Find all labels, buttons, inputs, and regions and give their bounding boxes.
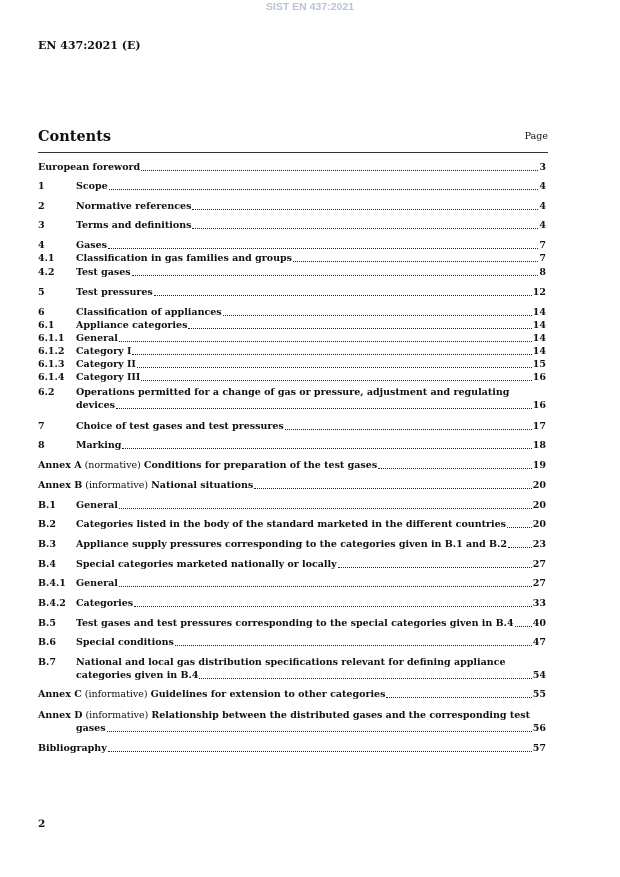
toc-page: 14 <box>532 346 546 357</box>
toc-number: 6.1.2 <box>38 346 65 357</box>
toc-page: 17 <box>532 421 546 432</box>
toc-page: 56 <box>532 723 546 734</box>
annex-prefix: Annex B <box>38 480 83 491</box>
toc-number: 1 <box>38 181 45 192</box>
toc-entry-b-4-2[interactable] <box>38 597 546 610</box>
toc-title: Normative references <box>76 201 192 212</box>
toc-entry-8[interactable] <box>38 439 546 452</box>
toc-entry-b-1[interactable] <box>38 499 546 512</box>
toc-number: 4.2 <box>38 267 55 278</box>
toc-page: 40 <box>532 618 546 629</box>
toc-entry-b-4[interactable] <box>38 558 546 571</box>
leader-dots <box>254 487 532 489</box>
toc-entry-4[interactable] <box>38 239 546 252</box>
toc-number: B.2 <box>38 519 56 530</box>
toc-entry-annex-c[interactable] <box>38 688 546 701</box>
leader-dots <box>188 327 531 329</box>
toc-title: Category II <box>76 359 136 370</box>
toc-entry-6-1-2[interactable] <box>38 345 546 358</box>
toc-entry-b-2[interactable] <box>38 518 546 531</box>
toc-entry-6-1[interactable] <box>38 319 546 332</box>
toc-number: B.5 <box>38 618 56 629</box>
leader-dots <box>119 507 532 509</box>
toc-entry-b-6[interactable] <box>38 636 546 649</box>
toc-page: 3 <box>539 162 546 173</box>
toc-entry-foreword[interactable] <box>38 161 546 174</box>
leader-dots <box>119 340 532 342</box>
toc-title: Bibliography <box>38 743 107 754</box>
toc-page: 16 <box>532 400 546 411</box>
toc-title: Gases <box>76 240 108 251</box>
document-id: EN 437:2021 (E) <box>38 39 141 52</box>
leader-dots <box>134 605 532 607</box>
toc-title-line1: Operations permitted for a change of gas or pressure, adjustment and regulating <box>76 387 510 398</box>
toc-number: 6.1.3 <box>38 359 65 370</box>
toc-title: Conditions for preparation of the test gases <box>143 460 378 471</box>
leader-dots <box>285 428 532 430</box>
toc-page: 15 <box>532 359 546 370</box>
toc-title-line2: categories given in B.4 <box>76 670 199 681</box>
annex-type: (informative) <box>85 710 149 721</box>
toc-page: 57 <box>532 743 546 754</box>
leader-dots <box>119 585 532 587</box>
leader-dots <box>108 750 532 752</box>
annex-type: (normative) <box>84 460 141 471</box>
annex-type: (informative) <box>85 480 149 491</box>
toc-page: 7 <box>539 253 546 264</box>
watermark: SIST EN 437:2021 <box>265 1 355 13</box>
toc-number: 6.1.1 <box>38 333 65 344</box>
toc-title: Test pressures <box>76 287 153 298</box>
toc-title: Appliance supply pressures corresponding to the categories given in B.1 and B.2 <box>76 539 507 550</box>
toc-entry-4-2[interactable] <box>38 266 546 279</box>
toc-title: Special conditions <box>76 637 174 648</box>
toc-title: Appliance categories <box>76 320 188 331</box>
toc-title: Test gases <box>76 267 131 278</box>
toc-entry-6-2[interactable] <box>38 386 546 399</box>
toc-title: Scope <box>76 181 108 192</box>
toc-number: 5 <box>38 287 45 298</box>
toc-number: 2 <box>38 201 45 212</box>
toc-title: Classification in gas families and groups <box>76 253 293 264</box>
toc-number: 6.1.4 <box>38 372 65 383</box>
toc-page: 7 <box>539 240 546 251</box>
toc-title-line2: gases <box>76 723 106 734</box>
toc-number: B.4.2 <box>38 598 66 609</box>
toc-entry-6-1-1[interactable] <box>38 332 546 345</box>
leader-dots <box>141 379 531 381</box>
leader-dots <box>223 314 532 316</box>
toc-entry-annex-d[interactable] <box>38 709 546 722</box>
toc-title-line1: Relationship between the distributed gases and the corresponding test <box>151 710 531 721</box>
toc-title: General <box>76 333 118 344</box>
annex-type: (informative) <box>84 689 148 700</box>
toc-page: 20 <box>532 519 546 530</box>
toc-entry-7[interactable] <box>38 420 546 433</box>
toc-number: B.4.1 <box>38 578 66 589</box>
toc-title: Special categories marketed nationally or locally <box>76 559 337 570</box>
leader-dots <box>116 407 532 409</box>
toc-entry-6-2-cont[interactable] <box>76 399 546 412</box>
toc-page: 12 <box>532 287 546 298</box>
leader-dots <box>192 208 538 210</box>
leader-dots <box>141 169 538 171</box>
toc-title: Classification of appliances <box>76 307 222 318</box>
toc-title-line2: devices <box>76 400 115 411</box>
leader-dots <box>108 247 538 249</box>
annex-prefix: Annex A <box>38 460 82 471</box>
leader-dots <box>107 730 532 732</box>
toc-title: Choice of test gases and test pressures <box>76 421 284 432</box>
toc-title: Marking <box>76 440 122 451</box>
toc-number: B.1 <box>38 500 56 511</box>
toc-entry-annex-b[interactable] <box>38 479 546 492</box>
toc-title: Category I <box>76 346 132 357</box>
toc-number: B.4 <box>38 559 56 570</box>
toc-number: 8 <box>38 440 45 451</box>
toc-entry-annex-a[interactable] <box>38 459 546 472</box>
toc-page: 8 <box>539 267 546 278</box>
toc-title: Category III <box>76 372 141 383</box>
toc-number: 4 <box>38 240 45 251</box>
toc-title: National situations <box>151 480 254 491</box>
toc-page: 27 <box>532 578 546 589</box>
toc-title: Terms and definitions <box>76 220 192 231</box>
leader-dots <box>192 227 538 229</box>
toc-page: 27 <box>532 559 546 570</box>
toc-entry-6-1-4[interactable] <box>38 371 546 384</box>
leader-dots <box>378 467 532 469</box>
leader-dots <box>338 566 532 568</box>
leader-dots <box>132 353 531 355</box>
leader-dots <box>515 625 532 627</box>
contents-heading: Contents <box>38 128 112 145</box>
toc-title: European foreword <box>38 162 141 173</box>
toc-number: B.6 <box>38 637 56 648</box>
toc-page: 4 <box>539 201 546 212</box>
toc-entry-4-1[interactable] <box>38 252 546 265</box>
toc-entry-3[interactable] <box>38 219 546 232</box>
leader-dots <box>154 294 532 296</box>
toc-entry-bibliography[interactable] <box>38 742 546 755</box>
toc-title: General <box>76 500 118 511</box>
toc-number: 3 <box>38 220 45 231</box>
toc-page: 20 <box>532 500 546 511</box>
leader-dots <box>132 274 539 276</box>
toc-number: 4.1 <box>38 253 55 264</box>
annex-prefix: Annex C <box>38 689 82 700</box>
toc-page: 4 <box>539 220 546 231</box>
toc-title: Test gases and test pressures corresponding to the special categories given in B.4 <box>76 618 514 629</box>
toc-page: 18 <box>532 440 546 451</box>
toc-page: 19 <box>532 460 546 471</box>
toc-page: 55 <box>532 689 546 700</box>
toc-entry-6[interactable] <box>38 306 546 319</box>
toc-entry-b-7[interactable] <box>38 656 546 669</box>
toc-page: 14 <box>532 333 546 344</box>
toc-entry-6-1-3[interactable] <box>38 358 546 371</box>
toc-page: 16 <box>532 372 546 383</box>
toc-number: 7 <box>38 421 45 432</box>
leader-dots <box>386 696 531 698</box>
toc-title: Guidelines for extension to other categories <box>150 689 386 700</box>
leader-dots <box>122 447 531 449</box>
toc-page: 47 <box>532 637 546 648</box>
toc-entry-1[interactable] <box>38 180 546 193</box>
leader-dots <box>175 644 532 646</box>
leader-dots <box>199 677 531 679</box>
toc-page: 14 <box>532 320 546 331</box>
toc-entry-b-3[interactable] <box>38 538 546 551</box>
leader-dots <box>507 526 532 528</box>
toc-entry-2[interactable] <box>38 200 546 213</box>
leader-dots <box>293 260 538 262</box>
toc-entry-b-7-cont[interactable] <box>76 669 546 682</box>
toc-title: General <box>76 578 118 589</box>
toc-entry-5[interactable] <box>38 286 546 299</box>
annex-prefix: Annex D <box>38 710 83 721</box>
toc-entry-b-4-1[interactable] <box>38 577 546 590</box>
toc-page: 54 <box>532 670 546 681</box>
page-column-label: Page <box>524 131 548 142</box>
toc-page: 4 <box>539 181 546 192</box>
page-number: 2 <box>38 818 46 830</box>
leader-dots <box>508 546 532 548</box>
leader-dots <box>137 366 532 368</box>
toc-entry-b-5[interactable] <box>38 617 546 630</box>
toc-title: Categories <box>76 598 134 609</box>
toc-title: Categories listed in the body of the standard marketed in the different countries <box>76 519 507 530</box>
leader-dots <box>109 188 539 190</box>
toc-page: 33 <box>532 598 546 609</box>
toc-number: 6.2 <box>38 387 55 398</box>
toc-number: B.3 <box>38 539 56 550</box>
toc-number: B.7 <box>38 657 56 668</box>
toc-page: 23 <box>532 539 546 550</box>
toc-page: 14 <box>532 307 546 318</box>
toc-entry-annex-d-cont[interactable] <box>76 722 546 735</box>
toc-page: 20 <box>532 480 546 491</box>
toc-title-line1: National and local gas distribution specifications relevant for defining appliance <box>76 657 506 668</box>
toc-number: 6.1 <box>38 320 55 331</box>
toc-number: 6 <box>38 307 45 318</box>
